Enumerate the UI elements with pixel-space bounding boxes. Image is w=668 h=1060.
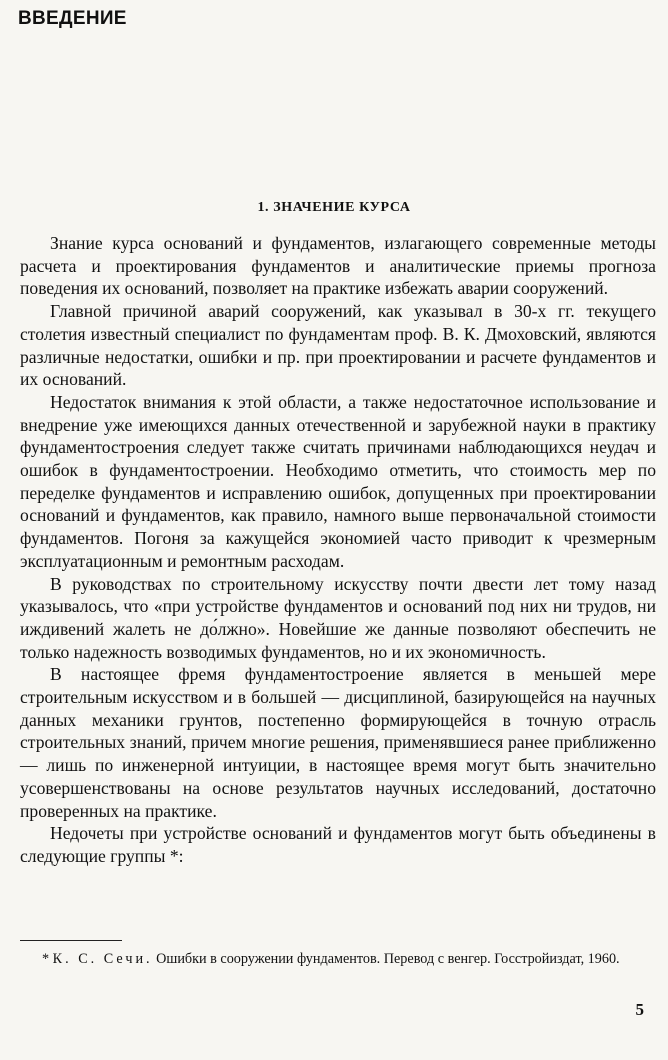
paragraph: Недостаток внимания к этой области, а также недостаточное использование и внедрение уже имеющихся данных отечественной и зарубежной науки в практику фундаментостроения следует также считать причинами наблюдающихся неудач и ошибок в фундаментостроении. Необходимо отметить, что стоимость мер по переделке фундаментов и исправлению ошибок, допущенных при проектировании оснований и фундаментов, как правило, намного выше первоначальной стоимости фундаментов. Погоня за кажущейся экономией часто приводит к чрезмерным эксплуатационным и ремонтным расходам.	[20, 391, 656, 571]
paragraph: Главной причиной аварий сооружений, как указывал в 30-х гг. текущего столетия известный специалист по фундаментам проф. В. К. Дмоховский, являются различные недостатки, ошибки и пр. при проектировании и расчете фундаментов и их оснований.	[20, 301, 656, 390]
paragraph: Недочеты при устройстве оснований и фундаментов могут быть объединены в следующие группы *:	[20, 823, 656, 866]
section-title: 1. ЗНАЧЕНИЕ КУРСА	[257, 200, 411, 215]
paragraph: Знание курса оснований и фундаментов, излагающего современные методы расчета и проектирования фундаментов и аналитические приемы прогноза поведения их оснований, позволяет на практике избежать аварии сооружений.	[20, 233, 656, 299]
footnote-rule	[20, 940, 122, 941]
body-text	[20, 232, 656, 868]
chapter-title: ВВЕДЕНИЕ	[18, 8, 127, 29]
paragraph: В руководствах по строительному искусству почти двести лет тому назад указывалось, что «при устройстве фундаментов и оснований под них ни трудов, ни иждивений жалеть не до́лжно». Новейшие же данные позволяют обеспечить не только надежность возводимых фундаментов, но и их экономичность.	[20, 573, 656, 662]
footnote-author: К. С. Сечи.	[52, 951, 153, 967]
page-number: 5	[635, 1000, 644, 1019]
footnote-text: Ошибки в сооружении фундаментов. Перевод с венгер. Госстройиздат, 1960.	[156, 951, 620, 967]
footnote	[20, 950, 656, 969]
paragraph: В настоящее фремя фундаментостроение является в меньшей мере строительным искусством и в большей — дисциплиной, базирующейся на научных данных механики грунтов, постепенно формирующейся в точную отрасль строительных знаний, причем многие решения, применявшиеся ранее приближенно — лишь по инженерной интуиции, в настоящее время могут быть значительно усовершенствованы на основе результатов научных исследований, достаточно проверенных на практике.	[20, 664, 656, 821]
footnote-marker: *	[42, 951, 50, 967]
